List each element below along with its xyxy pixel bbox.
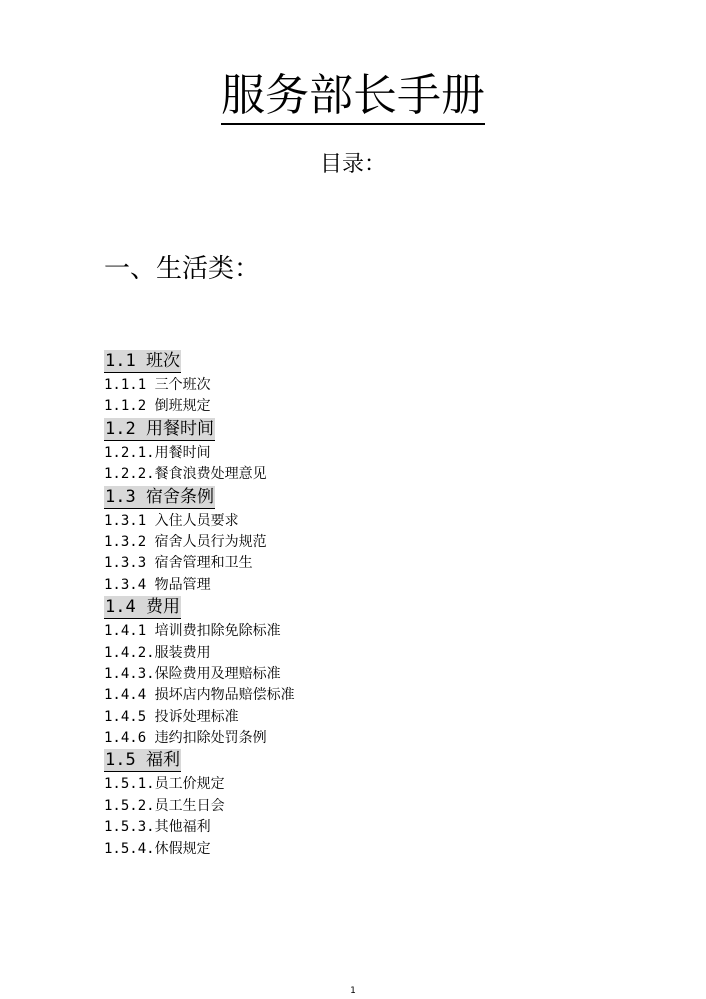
toc-item[interactable]: 1.4.5 投诉处理标准: [104, 708, 239, 725]
toc-group-1-2: [104, 418, 295, 486]
toc-item[interactable]: 1.5.1.员工价规定: [104, 776, 225, 793]
toc-group-title[interactable]: 1.4 费用: [105, 597, 180, 618]
page-number: 1: [350, 986, 356, 996]
toc-item[interactable]: 1.2.2.餐食浪费处理意见: [104, 466, 267, 483]
toc-group-1-5: [104, 749, 295, 860]
page-title: [0, 68, 706, 124]
toc-item[interactable]: 1.5.2.员工生日会: [104, 797, 225, 814]
toc-item[interactable]: 1.4.3.保险费用及理赔标准: [104, 665, 281, 682]
toc-item[interactable]: 1.2.1.用餐时间: [104, 444, 211, 461]
toc-item[interactable]: 1.5.4.休假规定: [104, 840, 211, 857]
toc-item[interactable]: 1.3.3 宿舍管理和卫生: [104, 555, 253, 572]
toc-group-title[interactable]: 1.1 班次: [105, 351, 180, 371]
toc-group-1-1: [104, 350, 295, 418]
section-heading: 一、生活类：: [104, 254, 261, 284]
toc-item[interactable]: 1.4.2.服装费用: [104, 644, 211, 661]
toc-group-title[interactable]: 1.3 宿舍条例: [105, 486, 214, 507]
toc-group-1-3: [104, 486, 295, 597]
toc-item[interactable]: 1.1.2 倒班规定: [104, 398, 211, 415]
table-of-contents: [104, 350, 295, 860]
toc-group-1-4: [104, 596, 295, 749]
toc-item[interactable]: 1.1.1 三个班次: [104, 377, 211, 393]
toc-label: 目录：: [319, 152, 386, 177]
toc-item[interactable]: 1.3.1 入住人员要求: [104, 512, 239, 529]
page-title-text: 服务部长手册: [221, 70, 485, 125]
toc-item[interactable]: 1.5.3.其他福利: [104, 819, 211, 836]
toc-item[interactable]: 1.4.4 损坏店内物品赔偿标准: [104, 687, 295, 704]
toc-group-title[interactable]: 1.2 用餐时间: [105, 418, 214, 439]
toc-item[interactable]: 1.4.6 违约扣除处罚条例: [104, 730, 267, 747]
toc-group-title[interactable]: 1.5 福利: [105, 750, 180, 771]
toc-item[interactable]: 1.3.4 物品管理: [104, 576, 211, 593]
toc-item[interactable]: 1.3.2 宿舍人员行为规范: [104, 533, 267, 550]
toc-item[interactable]: 1.4.1 培训费扣除免除标准: [104, 623, 281, 640]
